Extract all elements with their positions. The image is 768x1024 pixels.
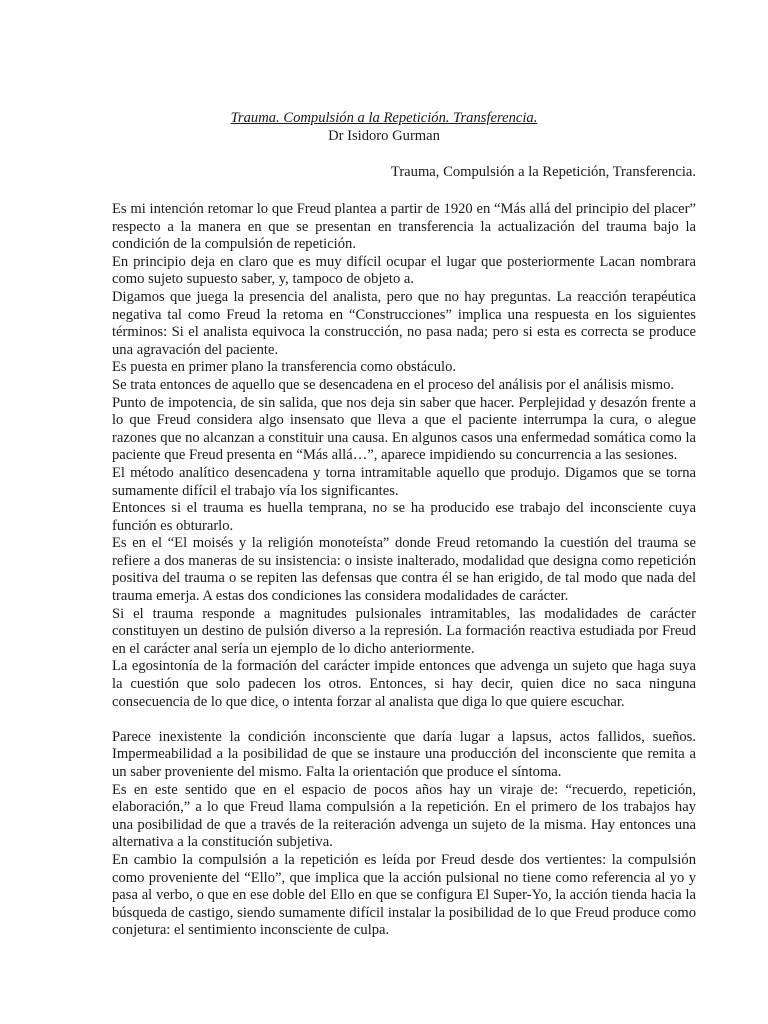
paragraph: Se trata entonces de aquello que se desencadena en el proceso del análisis por el análisis mismo. xyxy=(112,376,675,393)
paragraph: Parece inexistente la condición inconsciente que daría lugar a lapsus, actos fallidos, sueños. Impermeabilidad a la posibilidad de que se instaure una producción del inconsciente que remita a un saber proveniente del mismo. Falta la orientación que produce el síntoma. xyxy=(112,728,696,780)
paragraph: La egosintonía de la formación del carácter impide entonces que advenga un sujeto que haga suya la cuestión que solo padecen los otros. Entonces, si hay decir, quien dice no saca ninguna consecuencia de lo que dice, o intenta forzar al analista que diga lo que quiere escuchar. xyxy=(112,658,696,710)
paragraph: En principio deja en claro que es muy difícil ocupar el lugar que posteriormente Lacan nombrara como sujeto supuesto saber, y, tampoco de objeto a. xyxy=(112,253,696,288)
paragraph: Es puesta en primer plano la transferencia como obstáculo. xyxy=(112,359,457,376)
paragraph: El método analítico desencadena y torna intramitable aquello que produjo. Digamos que se torna sumamente difícil el trabajo vía los significantes. xyxy=(112,464,696,499)
paragraph: Si el trauma responde a magnitudes pulsionales intramitables, las modalidades de carácter constituyen un destino de pulsión diverso a la represión. La formación reactiva estudiada por Freud en el carácter anal sería un ejemplo de lo dicho anteriormente. xyxy=(112,605,696,657)
paragraph: Entonces si el trauma es huella temprana, no se ha producido ese trabajo del inconsciente cuya función es obturarlo. xyxy=(112,500,696,534)
paragraph: Es en este sentido que en el espacio de pocos años hay un viraje de: “recuerdo, repetición, elaboración,” a lo que Freud llama compulsión a la repetición. En el primero de los trabajos hay una posibilidad de que a través de la reiteración advenga un sujeto de la misma. Hay entonces una alternativa a la constitución subjetiva. xyxy=(112,781,696,851)
document-title: Trauma. Compulsión a la Repetición. Transferencia. xyxy=(230,110,538,126)
paragraph: Punto de impotencia, de sin salida, que nos deja sin saber que hacer. Perplejidad y desazón frente a lo que Freud considera algo insensato que lleva a que el paciente interrumpa la cura, o alegue razones que no alcanzan a constituir una causa. En algunos casos una enfermedad somática como la paciente que Freud presenta en “Más allá…”, aparece impidiendo su concurrencia a las sesiones. xyxy=(112,394,696,464)
paragraph: Es mi intención retomar lo que Freud plantea a partir de 1920 en “Más allá del principio del placer” respecto a la manera en que se presentan en transferencia la actualización del trauma bajo la condición de la compulsión de repetición. xyxy=(112,201,696,253)
paragraph: En cambio la compulsión a la repetición es leída por Freud desde dos vertientes: la compulsión como proveniente del “Ello”, que implica que la acción pulsional no tiene como referencia al yo y pasa al verbo, o que en ese doble del Ello en que se configura El Super-Yo, la acción tienda hacia la búsqueda de castigo, siendo sumamente difícil instalar la posibilidad de lo que Freud produce como conjetura: el sentimiento inconsciente de culpa. xyxy=(112,851,696,939)
document-subtitle: Trauma, Compulsión a la Repetición, Transferencia. xyxy=(390,164,696,180)
paragraph: Digamos que juega la presencia del analista, pero que no hay preguntas. La reacción terapéutica negativa tal como Freud la retoma en “Construcciones” implica una respuesta en los siguientes términos: Si el analista equivoca la construcción, no pasa nada; pero si esta es correcta se produce una agravación del paciente. xyxy=(112,288,696,358)
document-body xyxy=(112,201,696,940)
document-author: Dr Isidoro Gurman xyxy=(328,128,440,144)
paragraph: Es en el “El moisés y la religión monoteísta” donde Freud retomando la cuestión del trauma se refiere a dos maneras de su insistencia: o insiste inalterado, modalidad que designa como repetición positiva del trauma o se repiten las defensas que contra él se han erigido, de tal modo que nada del trauma emerja. A estas dos condiciones las considera modalidades de carácter. xyxy=(112,535,696,605)
